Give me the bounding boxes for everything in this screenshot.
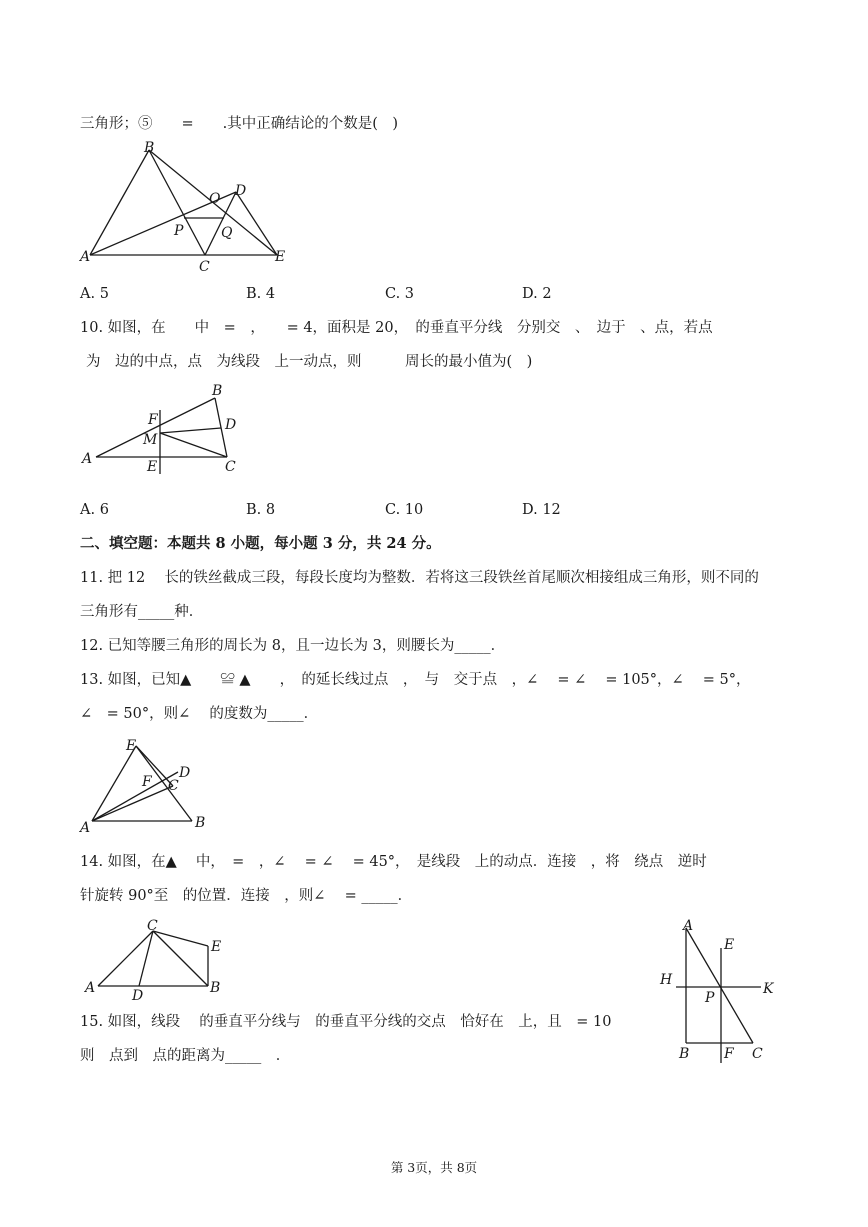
q15-label-p: P [705,990,715,1006]
q15-line-1: 15. 如图，线段 的垂直平分线与 的垂直平分线的交点 恰好在 上，且 = 10 [80,1014,612,1030]
q14-label-e: E [211,939,222,955]
q15-label-f: F [724,1046,734,1062]
q14-line-2: 针旋转 90°至 的位置．连接 ，则∠ = _____． [80,888,413,904]
q11-line-2: 三角形有_____种． [80,604,204,620]
q13-line-1: 13. 如图，已知▲ ≌ ▲ ， 的延长线过点 ， 与 交于点 ，∠ = ∠ = 105°，∠ = 5°， [80,672,751,688]
q10-option-a[interactable]: A. 6 [80,502,109,518]
q10-option-d[interactable]: D. 12 [522,502,561,518]
q9-option-d[interactable]: D. 2 [522,286,552,302]
q10-option-c[interactable]: C. 10 [385,502,424,518]
page-footer: 第 3页，共 8页 [390,1160,478,1175]
q13-figure [80,736,220,836]
q14-line-1: 14. 如图，在▲ 中， = ，∠ = ∠ = 45°， 是线段 上的动点．连接 ，将 绕点 逆时 [80,854,707,870]
q10-figure [80,382,250,477]
q10-label-m: M [143,432,158,448]
q9-option-c[interactable]: C. 3 [385,286,415,302]
q9-label-o: O [209,191,221,207]
q13-label-a: A [80,820,91,836]
q9-label-p: P [174,223,184,239]
q13-label-e: E [126,738,137,754]
q15-label-e: E [724,937,735,953]
q9-label-e: E [275,249,286,265]
q15-label-h: H [660,972,673,988]
q15-label-c: C [752,1046,763,1062]
q10-label-a: A [82,451,93,467]
q10-label-d: D [225,417,237,433]
q9-label-a: A [80,249,91,265]
q13-line-2: ∠ = 50°，则∠ 的度数为_____． [80,706,319,722]
q11-line-1: 11. 把 12 长的铁丝截成三段，每段长度均为整数．若将这三段铁丝首尾顺次相接组成三角形，则不同的 [80,570,759,586]
q14-label-a: A [85,980,96,996]
q14-label-d: D [132,988,144,1004]
q10-label-c: C [225,459,236,475]
section-heading: 二、填空题：本题共 8 小题，每小题 3 分，共 24 分。 [80,535,441,552]
q14-figure [80,916,230,1006]
q15-label-k: K [763,981,774,997]
q10-label-e: E [147,459,158,475]
q15-figure [655,912,790,1067]
q9-stem-tail: 三角形；⑤ = .其中正确结论的个数是( ) [80,116,399,132]
q9-option-a[interactable]: A. 5 [80,286,109,302]
q14-label-c: C [147,918,158,934]
q10-label-b: B [212,383,223,399]
q9-figure [80,140,300,275]
q9-label-d: D [235,183,247,199]
q13-label-b: B [195,815,206,831]
q10-line-1: 10. 如图，在 中 = ， = 4，面积是 20， 的垂直平分线 分别交 、 边于 、点，若点 [80,320,713,336]
q9-option-b[interactable]: B. 4 [246,286,276,302]
q13-label-c: C [168,778,179,794]
q9-label-b: B [144,140,155,156]
q10-option-b[interactable]: B. 8 [246,502,276,518]
q9-label-q: Q [221,225,233,241]
q12-line-1: 12. 已知等腰三角形的周长为 8，且一边长为 3，则腰长为_____． [80,638,506,654]
q10-label-f: F [148,412,158,428]
q13-label-d: D [179,765,191,781]
q15-label-a: A [683,918,694,934]
q15-line-2: 则 点到 点的距离为_____ ． [80,1048,291,1064]
q9-label-c: C [199,259,210,275]
q15-label-b: B [679,1046,690,1062]
q14-label-b: B [210,980,221,996]
q10-line-2: 为 边的中点，点 为线段 上一动点，则 周长的最小值为( ) [86,354,533,370]
q13-label-f: F [142,774,152,790]
